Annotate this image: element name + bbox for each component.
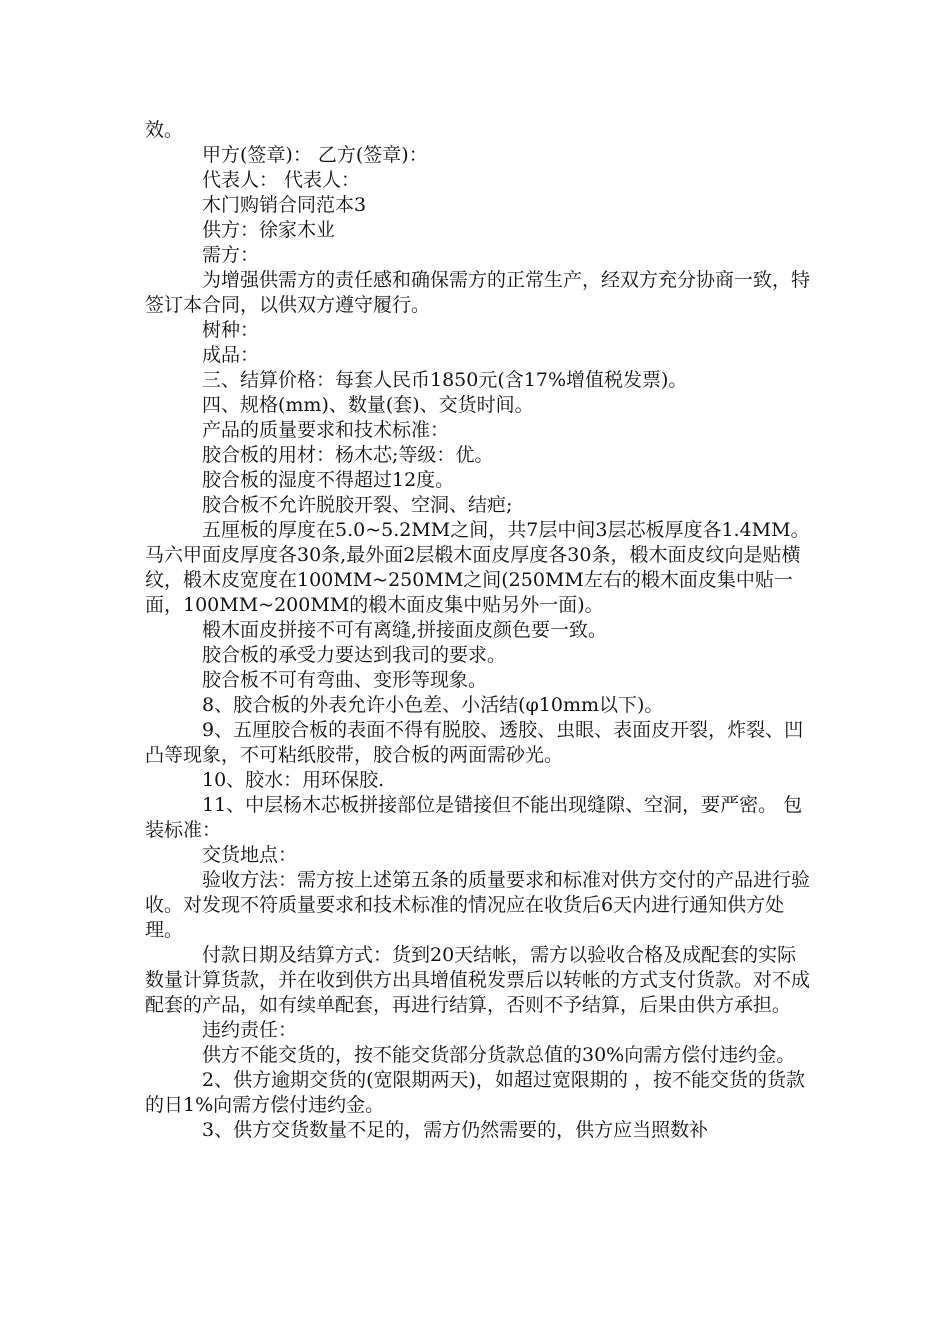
paragraph-item-11: 11、中层杨木芯板拼接部位是错接但不能出现缝隙、空洞，要严密。 包装标准： xyxy=(145,794,803,841)
paragraph-buyer: 需方： xyxy=(202,244,260,266)
paragraph-delivery-location: 交货地点： xyxy=(202,844,298,866)
paragraph-breach-2: 2、供方逾期交货的(宽限期两天)，如超过宽限期的 ，按不能交货的货款的日1%向需方偿付违约金。 xyxy=(145,1069,805,1116)
paragraph-item-10: 10、胶水：用环保胶. xyxy=(202,769,385,791)
paragraph-plywood-material: 胶合板的用材：杨木芯;等级：优。 xyxy=(202,444,494,466)
paragraph-settlement-price: 三、结算价格：每套人民币1850元(含17%增值税发票)。 xyxy=(202,369,688,391)
paragraph-contract-title: 木门购销合同范本3 xyxy=(202,194,367,216)
paragraph-payment-terms: 付款日期及结算方式：货到20天结帐，需方以验收合格及成配套的实际数量计算货款，并在收到供方出具增值税发票后以转帐的方式支付货款。对不成配套的产品，如有续单配套，再进行结算，否则不予结算，后果由供方承担。 xyxy=(145,944,811,1016)
paragraph-quality-heading: 产品的质量要求和技术标准： xyxy=(202,419,450,441)
paragraph-breach-1: 供方不能交货的，按不能交货部分货款总值的30%向需方偿付违约金。 xyxy=(202,1044,796,1066)
document-body xyxy=(145,118,810,1143)
paragraph-plywood-defects: 胶合板不允许脱胶开裂、空洞、结疤; xyxy=(202,494,513,516)
paragraph-supplier: 供方：徐家木业 xyxy=(202,219,336,241)
paragraph-finished-product: 成品： xyxy=(202,344,260,366)
paragraph-specifications: 四、规格(mm)、数量(套)、交货时间。 xyxy=(202,394,534,416)
paragraph-breach-heading: 违约责任： xyxy=(202,1019,298,1041)
paragraph-signature-line: 甲方(签章)： 乙方(签章)： xyxy=(202,144,428,166)
paragraph-preamble: 为增强供需方的责任感和确保需方的正常生产，经双方充分协商一致，特签订本合同，以供双方遵守履行。 xyxy=(145,269,811,316)
paragraph-acceptance-method: 验收方法：需方按上述第五条的质量要求和标准对供方交付的产品进行验收。对发现不符质量要求和技术标准的情况应在收货后6天内进行通知供方处理。 xyxy=(145,869,811,941)
paragraph-item-9: 9、五厘胶合板的表面不得有脱胶、透胶、虫眼、表面皮开裂，炸裂、凹凸等现象，不可粘纸胶带，胶合板的两面需砂光。 xyxy=(145,719,804,766)
paragraph-item-8: 8、胶合板的外表允许小色差、小活结(φ10mm以下)。 xyxy=(202,694,664,716)
paragraph-wood-species: 树种： xyxy=(202,319,260,341)
paragraph-no-warping: 胶合板不可有弯曲、变形等现象。 xyxy=(202,669,488,691)
paragraph-load-capacity: 胶合板的承受力要达到我司的要求。 xyxy=(202,644,507,666)
paragraph-representative-line: 代表人： 代表人： xyxy=(202,169,361,191)
paragraph-board-thickness: 五厘板的厚度在5.0~5.2MM之间，共7层中间3层芯板厚度各1.4MM。马六甲面皮厚度各30条,最外面2层椴木面皮厚度各30条，椴木面皮纹向是贴横纹，椴木皮宽度在100MM~250MM之间(250MM左右的椴木面皮集中贴一面，100MM~200MM的椴木面皮集中贴另外一面)。 xyxy=(145,519,810,616)
paragraph-plywood-humidity: 胶合板的湿度不得超过12度。 xyxy=(202,469,455,491)
paragraph-breach-3: 3、供方交货数量不足的，需方仍然需要的，供方应当照数补 xyxy=(202,1119,709,1141)
paragraph-continuation: 效。 xyxy=(145,119,184,141)
paragraph-veneer-joints: 椴木面皮拼接不可有离缝,拼接面皮颜色要一致。 xyxy=(202,619,608,641)
